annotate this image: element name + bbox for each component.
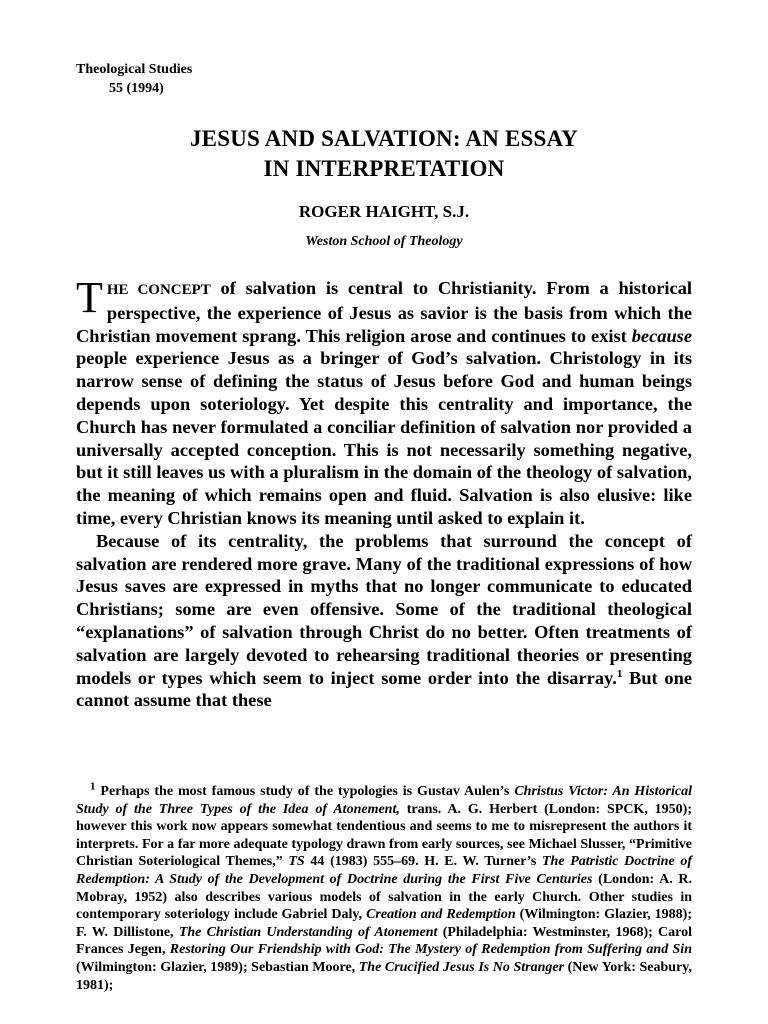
article-body	[76, 273, 693, 712]
paragraph-text: people experience Jesus as a bringer of God’s salvation. Christology in its narrow sense of defining the status of Jesus before God and human beings depends upon soteriology. Yet despite this centrality and importance, the Church has never formulated a conciliar definition of salvation nor provided a universally accepted conception. This is not necessarily something negative, but it still leaves us with a pluralism in the domain of the theology of salvation, the meaning of which remains open and fluid. Salvation is also elusive: like time, every Christian knows its meaning until asked to explain it.	[76, 348, 692, 528]
paragraph-1	[76, 273, 693, 530]
footnote-text: (New York: Seabury, 1981);	[76, 959, 693, 993]
title-line-2: IN INTERPRETATION	[263, 156, 505, 181]
journal-header	[76, 60, 192, 98]
footnote-text: (Wilmington: Glazier, 1988); F. W. Dillistone,	[76, 907, 692, 940]
paragraph-text: of salvation is central to Christianity. From a historical perspective, the experience of Jesus as savior is the basis from which the Christian movement sprang. This religion arose and continues to exist	[76, 278, 693, 346]
author-name: ROGER HAIGHT, S.J.	[298, 202, 470, 221]
footnote-title: TS	[288, 854, 305, 870]
footnote-mark: 1	[90, 780, 96, 793]
article-title	[0, 124, 768, 184]
footnote-text: 44 (1983) 555–69. H. E. W. Turner’s	[304, 854, 542, 870]
footnote-text: (London: A. R. Mobray, 1952) also describes various models of salvation in the early Church. Other studies in contemporary soteriology include Gabriel Daly,	[76, 871, 693, 923]
journal-name: Theological Studies	[76, 62, 193, 77]
paragraph-text: Because of its centrality, the problems that surround the concept of salvation are rendered more grave. Many of the traditional expressions of how Jesus saves are expressed in myths that no longer communicate to educated Christians; some are even offensive. Some of the traditional theological “explanations” of salvation through Christ do no better. Often treatments of salvation are largely devoted to rehearsing traditional theories or presenting models or types which seem to inject some order into the disarray.	[76, 530, 692, 688]
title-line-1: JESUS AND SALVATION: AN ESSAY	[189, 126, 578, 151]
footnote-title: Christus Victor: An Historical Study of the Three Types of the Idea of Atonement,	[76, 784, 692, 817]
journal-volume: 55 (1994)	[109, 81, 164, 96]
small-caps-opening: HE CONCEPT	[106, 282, 211, 298]
footnote-text: trans. A. G. Herbert (London: SPCK, 1950); however this work now appears somewhat tendentious and seems to me to misrepresent the authors it interprets. For a far more adequate typology drawn from early sources, see Michael Slusser, “Primitive Christian Soteriological Themes,”	[76, 801, 692, 870]
emphasis: because	[631, 325, 692, 346]
author-affiliation: Weston School of Theology	[305, 234, 463, 249]
footnote-text: (Wilmington: Glazier, 1989); Sebastian Moore,	[76, 959, 359, 975]
paragraph-2	[76, 530, 692, 712]
paragraph-text: But one cannot assume that these	[76, 667, 692, 711]
footnote-text: (Philadelphia: Westminster, 1968); Carol Frances Jegen,	[76, 924, 693, 958]
footnote-title: The Crucified Jesus Is No Stranger	[358, 959, 565, 975]
footnote-title: The Christian Understanding of Atonement	[178, 924, 438, 940]
footnote-text: Perhaps the most famous study of the typologies is Gustav Aulen’s	[95, 784, 515, 799]
footnote-1	[76, 780, 693, 994]
footnote-title: The Patristic Doctrine of Redemption: A Study of the Development of Doctrine during the First Five Centuries	[76, 854, 692, 887]
footnote-reference[interactable]: 1	[616, 667, 623, 680]
footnote-title: Creation and Redemption	[366, 907, 516, 923]
drop-cap: T	[76, 273, 103, 322]
footnote-title: Restoring Our Friendship with God: The Mystery of Redemption from Suffering and Sin	[169, 942, 692, 958]
